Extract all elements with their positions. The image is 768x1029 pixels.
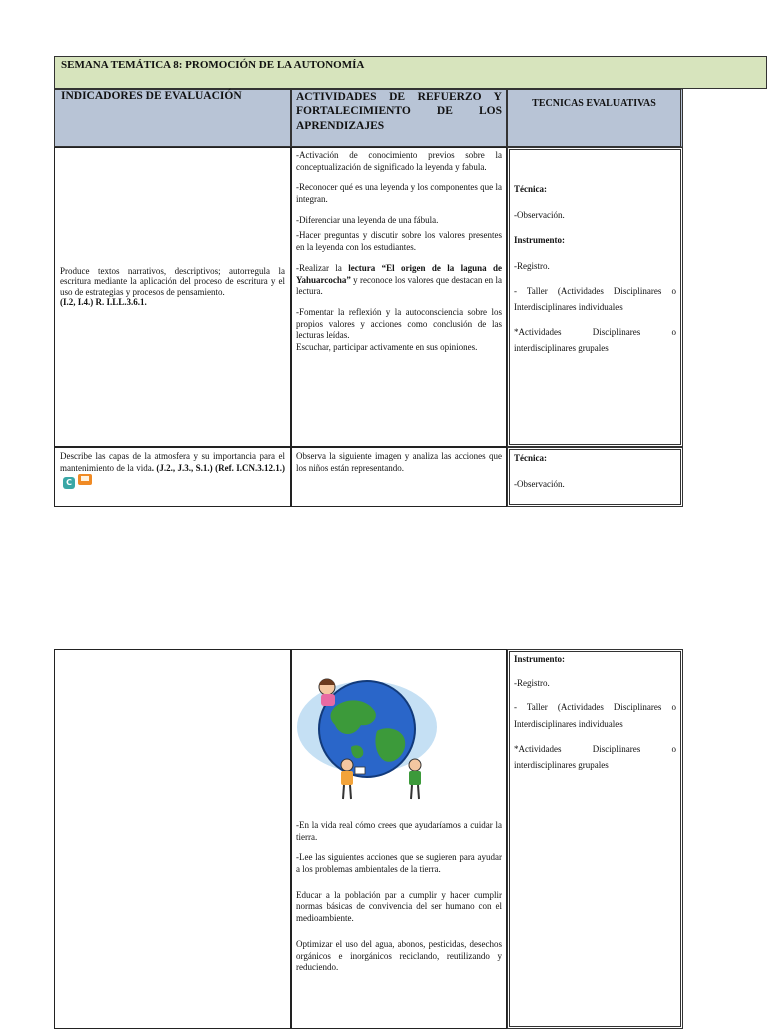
row1-inst3: *Actividades Disciplinares o interdisciplinares grupales — [514, 327, 676, 354]
header-indicadores: INDICADORES DE EVALUACIÓN — [54, 89, 291, 147]
row1-act5-post: y reconoce los valores que destacan en la lectura. — [296, 274, 502, 297]
row2-indicador-code: . (J.2., J.3., S.1.) (Ref. I.CN.3.12.1.) — [151, 462, 285, 473]
row1-act3: -Diferenciar una leyenda de una fábula. — [296, 214, 439, 225]
row1-act6: -Fomentar la reflexión y la autoconsciencia sobre los propios valores y acciones como conclusión de las lecturas leídas. — [296, 306, 502, 341]
row1-act5 — [296, 263, 502, 298]
row1-act5-pre: -Realizar la — [296, 262, 349, 273]
header-actividades: ACTIVIDADES DE REFUERZO Y FORTALECIMIENTO DE LOS APRENDIZAJES — [291, 89, 507, 147]
row3-tecnicas-cell — [507, 649, 683, 1029]
row1-act7: Escuchar, participar activamente en sus opiniones. — [296, 341, 478, 352]
row2-indicador-cell — [54, 447, 291, 507]
row1-inst1: -Registro. — [514, 261, 550, 272]
row3-act3: Educar a la población par a cumplir y hacer cumplir normas básicas de convivencia del ser humano con el medioambiente. — [296, 889, 502, 924]
week-title: SEMANA TEMÁTICA 8: PROMOCIÓN DE LA AUTONOMÍA — [54, 56, 767, 89]
row1-actividades-cell — [291, 147, 507, 447]
row1-indicador-cell — [54, 147, 291, 447]
row2-indicador-text: Describe las capas de la atmosfera y su importancia para el mantenimiento de la vida — [60, 451, 285, 473]
cc-badge-icon[interactable]: C — [63, 477, 75, 489]
row3-indicador-cell — [54, 649, 291, 1029]
row1-act5-reading-title: lectura “El origen de la laguna de Yahuarcocha” — [296, 262, 502, 285]
row1-act2: -Reconocer qué es una leyenda y los componentes que la integran. — [296, 182, 502, 205]
row3-inst2: - Taller (Actividades Disciplinares o Interdisciplinares individuales — [514, 702, 676, 729]
row1-tecnicas-cell — [507, 147, 683, 447]
row2-tec-label: Técnica: — [514, 453, 547, 463]
row1-act4: -Hacer preguntas y discutir sobre los valores presentes en la leyenda con los estudiantes. — [296, 230, 502, 253]
row2-actividades-cell — [291, 447, 507, 507]
row1-indicador-text: Produce textos narrativos, descriptivos; autorregula la escritura mediante la aplicación del proceso de escritura y el uso de estrategias y procesos de pensamiento. — [60, 266, 285, 297]
row1-inst2: - Taller (Actividades Disciplinares o Interdisciplinares individuales — [514, 285, 676, 312]
row3-act1: -En la vida real cómo crees que ayudaríamos a cuidar la tierra. — [296, 820, 502, 842]
row3-act2: -Lee las siguientes acciones que se sugieren para ayudar a los problemas ambientales de la tierra. — [296, 852, 502, 875]
row1-inst-label: Instrumento: — [514, 235, 565, 246]
row3-inst-label: Instrumento: — [514, 654, 565, 664]
row3-actividades-cell — [291, 649, 507, 1029]
row2-act1: Observa la siguiente imagen y analiza las acciones que los niños están representando. — [296, 451, 502, 473]
row3-inst1: -Registro. — [514, 677, 550, 688]
row2-tecnicas-cell — [507, 447, 683, 507]
row1-tec-value: -Observación. — [514, 209, 565, 220]
row1-indicador-code: (I.2, I.4.) R. I.LL.3.6.1. — [60, 297, 147, 308]
row2-tec-value: -Observación. — [514, 478, 565, 489]
header-tecnicas: TECNICAS EVALUATIVAS — [507, 89, 683, 147]
monitor-icon[interactable] — [78, 474, 92, 485]
row3-act4: Optimizar el uso del agua, abonos, pesticidas, desechos orgánicos e inorgánicos reciclando, reutilizando y reduciendo. — [296, 938, 502, 973]
row3-inst3: *Actividades Disciplinares o interdisciplinares grupales — [514, 743, 676, 770]
row2-icons — [63, 474, 92, 489]
row1-tec-label: Técnica: — [514, 184, 547, 194]
row1-act1: -Activación de conocimiento previos sobre la conceptualización de significado la leyenda y fabula. — [296, 150, 502, 172]
